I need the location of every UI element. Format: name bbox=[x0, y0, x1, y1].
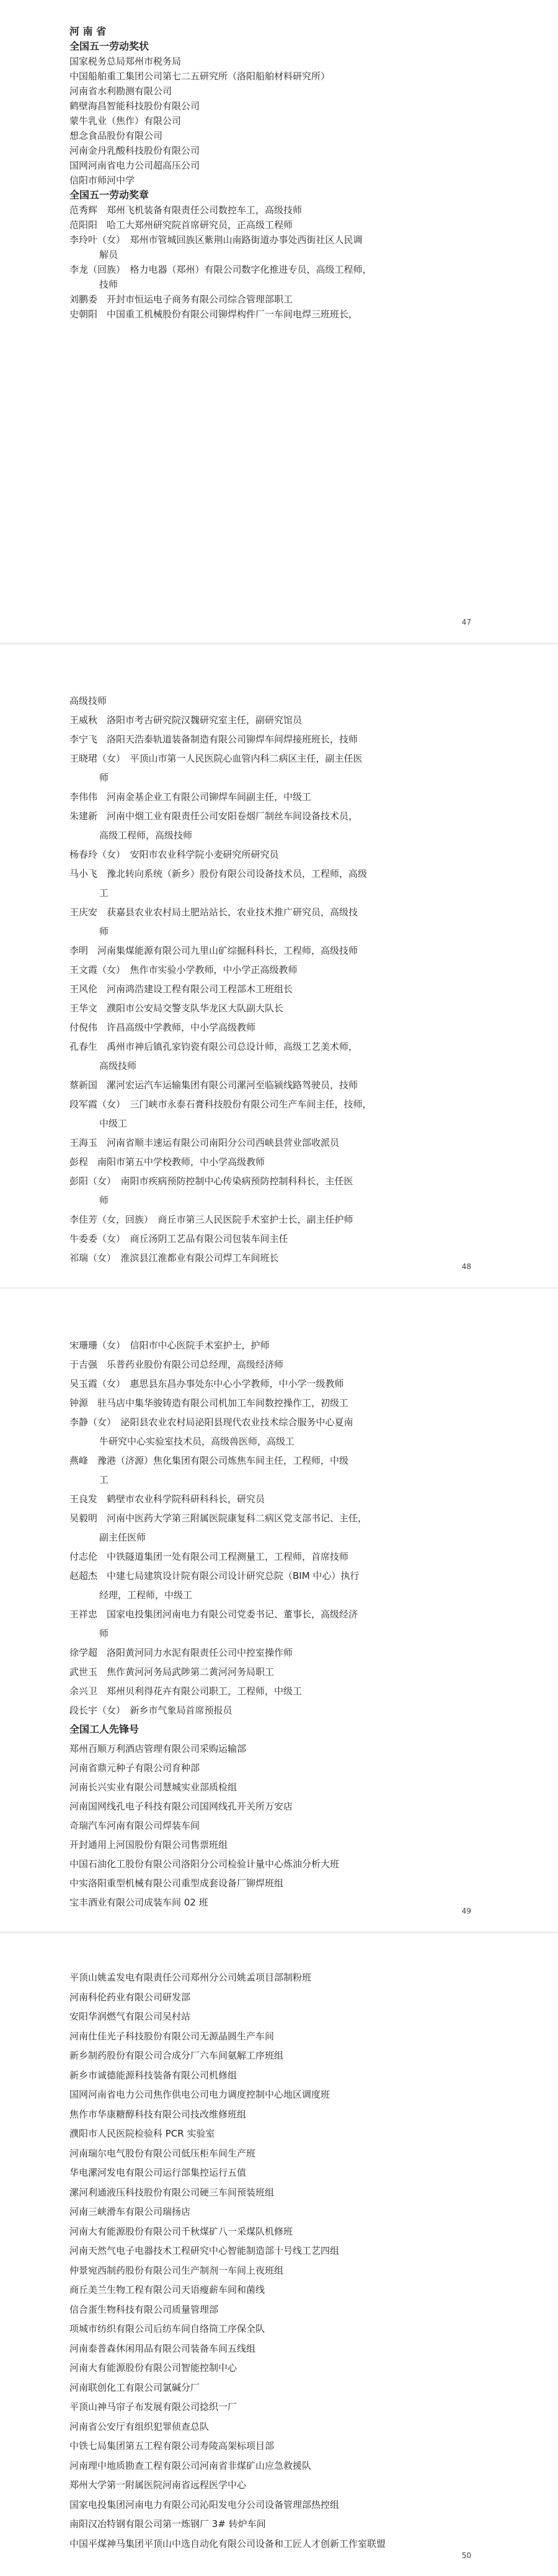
text-line: 段军霞（女） 三门峡市永泰石膏科技股份有限公司生产车间主任，技师， bbox=[69, 1099, 372, 1110]
text-line: 王海玉 河南省顺丰速运有限公司南阳分公司西峡县营业部收派员 bbox=[69, 1137, 340, 1148]
text-line: 孔春生 禹州市神后镇孔家钧瓷有限公司总设计师，高级工艺美术师， bbox=[69, 1041, 358, 1052]
text-line: 河南省鼎元种子有限公司育种部 bbox=[69, 1762, 200, 1774]
text-line: 经理，工程师，中级工 bbox=[99, 1589, 193, 1601]
text-line: 王良发 鹤壁市农业科学院科研科科长，研究员 bbox=[69, 1493, 265, 1505]
document-page bbox=[0, 0, 558, 643]
text-line: 河南大有能源股份有限公司智能控制中心 bbox=[69, 2362, 237, 2373]
text-line: 漯河利通液压科技股份有限公司硬三车间预装班组 bbox=[69, 2186, 275, 2198]
text-line: 王风伦 河南鸿浩建设工程有限公司工程部木工班组长 bbox=[69, 983, 293, 995]
text-line: 王文霞（女） 焦作市实验小学教师，中小学正高级教师 bbox=[69, 964, 298, 975]
text-line: 祁瑞（女） 淮滨县江淮都业有限公司焊工车间班长 bbox=[69, 1252, 279, 1264]
text-line: 河南金丹乳酸科技股份有限公司 bbox=[69, 145, 200, 156]
text-line: 于吉强 乐普药业股份有限公司总经理，高级经济师 bbox=[69, 1359, 284, 1370]
text-line: 范阳阳 哈工大郑州研究院首席研究员，正高级工程师 bbox=[69, 219, 293, 231]
section-heading: 全国工人先锋号 bbox=[69, 1723, 140, 1735]
text-line: 郑州百顺万利酒店管理有限公司采购运输部 bbox=[69, 1743, 247, 1754]
text-line: 信阳市师河中学 bbox=[69, 175, 135, 186]
text-line: 王威秋 洛阳市考古研究院汉魏研究室主任，副研究馆员 bbox=[69, 714, 303, 726]
text-line: 宋珊珊（女） 信阳市中心医院手术室护士，护师 bbox=[69, 1340, 270, 1351]
text-line: 中国船舶重工集团公司第七二五研究所（洛阳船舶材料研究所） bbox=[69, 71, 330, 82]
text-line: 河南联创化工有限公司氯碱分厂 bbox=[69, 2381, 200, 2393]
text-line: 中铁七局集团第五工程有限公司寿陵高架标项目部 bbox=[69, 2440, 275, 2451]
text-line: 牛研究中心实验室技术员，高级兽医师，高级工 bbox=[99, 1436, 295, 1447]
text-line: 赵超杰 中建七局建筑设计院有限公司设计研究总院（BIM 中心）执行 bbox=[69, 1570, 360, 1581]
text-line: 宝丰酒业有限公司成装车间 02 班 bbox=[69, 1897, 208, 1908]
text-line: 高级技师 bbox=[69, 695, 107, 706]
document-page bbox=[0, 1289, 558, 1932]
text-line: 濮阳市人民医院检验科 PCR 实验室 bbox=[69, 2128, 215, 2139]
text-line: 河南省水利勘测有限公司 bbox=[69, 86, 172, 97]
text-line: 吴毅明 河南中医药大学第三附属医院康复科二病区党支部书记、主任， bbox=[69, 1513, 368, 1524]
text-line: 工 bbox=[99, 1474, 109, 1485]
text-line: 华电漯河发电有限公司运行部集控运行五值 bbox=[69, 2167, 247, 2178]
text-line: 安阳华润燃气有限公司吴村站 bbox=[69, 2011, 191, 2022]
text-line: 余兴卫 郑州贝利得花卉有限公司职工，工程师，中级工 bbox=[69, 1686, 303, 1697]
text-line: 国网河南省电力公司焦作供电公司电力调度控制中心地区调度班 bbox=[69, 2089, 330, 2100]
text-line: 王华文 濮阳市公安局交警支队华龙区大队副大队长 bbox=[69, 1003, 284, 1014]
page-number: 50 bbox=[461, 2551, 471, 2560]
text-line: 蒙牛乳业（焦作）有限公司 bbox=[69, 115, 182, 126]
text-line: 河南泰普森休闲用品有限公司装备车间五线组 bbox=[69, 2342, 256, 2354]
text-line: 平顶山神马帘子布发展有限公司捻织一厂 bbox=[69, 2401, 237, 2412]
text-line: 王晓珺（女） 平顶山市第一人民医院心血管内科二病区主任，副主任医 bbox=[69, 753, 363, 764]
text-line: 王祥忠 国家电投集团河南电力有限公司党委书记、董事长，高级经济 bbox=[69, 1609, 358, 1620]
text-line: 副主任医师 bbox=[99, 1532, 146, 1543]
text-line: 钟源 驻马店中集华骏铸造有限公司机加工车间数控操作工，初级工 bbox=[69, 1397, 349, 1409]
text-line: 奇瑞汽车河南有限公司焊装车间 bbox=[69, 1820, 200, 1831]
text-line: 国网河南省电力公司超高压公司 bbox=[69, 160, 200, 171]
document-page bbox=[0, 1933, 558, 2576]
section-heading: 全国五一劳动奖状 bbox=[69, 40, 149, 52]
text-line: 师 bbox=[99, 772, 109, 783]
text-line: 工 bbox=[99, 887, 109, 899]
text-line: 河南省公安厅有组织犯罪侦查总队 bbox=[69, 2420, 210, 2432]
text-line: 开封通用上河国股份有限公司售票班组 bbox=[69, 1839, 228, 1850]
text-line: 鹤壁海昌智能科技股份有限公司 bbox=[69, 100, 200, 112]
text-line: 马小飞 豫北转向系统（新乡）股份有限公司设备技术员，工程师，高级 bbox=[69, 868, 368, 879]
text-line: 付倪伟 许昌高级中学教师，中小学高级教师 bbox=[69, 1022, 256, 1033]
text-line: 河南瑞尔电气股份有限公司低压柜车间生产班 bbox=[69, 2147, 256, 2159]
text-line: 解员 bbox=[99, 249, 118, 260]
text-line: 武世玉 焦作黄河河务局武陟第二黄河河务局职工 bbox=[69, 1666, 275, 1677]
text-line: 李伟伟 河南金基企业工有限公司铆焊车间副主任，中级工 bbox=[69, 791, 312, 802]
text-line: 新乡市诚德能源科技装备有限公司机修组 bbox=[69, 2069, 237, 2081]
text-line: 河南国网线孔电子科技有限公司国网线孔开关所万安店 bbox=[69, 1801, 293, 1812]
text-line: 河南科伦药业有限公司研发部 bbox=[69, 1991, 191, 2003]
text-line: 李宁飞 洛阳天浩泰轨道装备制造有限公司铆焊车间焊接班班长，技师 bbox=[69, 734, 358, 745]
text-line: 蔡新国 漯河宏运汽车运输集团有限公司漯河至临颍线路驾驶员，技师 bbox=[69, 1079, 358, 1091]
text-line: 焦作市华康糖醇科技有限公司技改维修班组 bbox=[69, 2108, 247, 2120]
text-line: 王庆安 获嘉县农业农村局土肥站站长，农业技术推广研究员，高级技 bbox=[69, 907, 358, 918]
text-line: 彭阳（女） 南阳市疾病预防控制中心传染病预防控制科科长，主任医 bbox=[69, 1176, 353, 1187]
text-line: 吴玉霞（女） 惠思县东昌办事处东中心小学教师，中小学一级教师 bbox=[69, 1378, 344, 1389]
text-line: 牛委委（女） 商丘汤阴工艺品有限公司包装车间主任 bbox=[69, 1233, 288, 1244]
page-number: 47 bbox=[461, 618, 471, 626]
text-line: 付志伦 中铁隧道集团一处有限公司工程测量工，工程师，首席技师 bbox=[69, 1551, 349, 1562]
text-line: 高级工程师，高级技师 bbox=[99, 830, 193, 841]
text-line: 仲景宛西制药股份有限公司生产制剂一车间上夜班组 bbox=[69, 2264, 284, 2276]
text-line: 中国石油化工股份有限公司洛阳分公司检验计量中心炼油分析大班 bbox=[69, 1858, 340, 1870]
text-line: 师 bbox=[99, 1628, 109, 1639]
text-line: 高级技师 bbox=[99, 1060, 137, 1071]
text-line: 李龙（回族） 格力电器（郑州）有限公司数字化推进专员，高级工程师， bbox=[69, 264, 372, 275]
section-heading: 河 南 省 bbox=[69, 25, 107, 37]
text-line: 中级工 bbox=[99, 1118, 128, 1129]
text-line: 南阳汉冶特钢有限公司第一炼钢厂 3# 转炉车间 bbox=[69, 2518, 266, 2530]
text-line: 李佳芳（女，回族） 商丘市第三人民医院手术室护士长，副主任护师 bbox=[69, 1214, 353, 1225]
text-line: 平顶山姚孟发电有限责任公司郑州分公司姚孟项目部制粉班 bbox=[69, 1972, 312, 1983]
section-heading: 全国五一劳动奖章 bbox=[69, 189, 149, 201]
text-line: 徐学超 洛阳黄河同力水泥有限责任公司中控室操作师 bbox=[69, 1647, 293, 1658]
text-line: 河南大有能源股份有限公司千秋煤矿八一采煤队机修班 bbox=[69, 2225, 293, 2237]
text-line: 师 bbox=[99, 1195, 109, 1206]
text-line: 燕峰 豫港（济源）焦化集团有限公司炼焦车间主任，工程师，中级 bbox=[69, 1455, 349, 1466]
text-line: 新乡制药股份有限公司合成分厂六车间氨解工序班组 bbox=[69, 2050, 284, 2061]
text-line: 想念食品股份有限公司 bbox=[69, 130, 163, 141]
text-line: 河南天然气电子电器技术工程研究中心智能制造部十号线工艺四组 bbox=[69, 2245, 340, 2256]
text-line: 河南三峡滑车有限公司瑞扬店 bbox=[69, 2206, 191, 2217]
text-line: 国家电投集团河南电力有限公司沁阳发电分公司设备管理部热控组 bbox=[69, 2499, 340, 2510]
text-line: 商丘美兰生物工程有限公司天语瘦薪车间和菌线 bbox=[69, 2284, 265, 2295]
text-line: 中实洛阳重型机械有限公司重型成套设备厂铆焊班组 bbox=[69, 1878, 284, 1889]
text-line: 彭程 南阳市第五中学校教师，中小学高级教师 bbox=[69, 1156, 265, 1167]
text-line: 郑州大学第一附属医院河南省远程医学中心 bbox=[69, 2479, 247, 2490]
text-line: 技师 bbox=[99, 279, 118, 290]
text-line: 段长宇（女） 新乡市气象局首席预报员 bbox=[69, 1705, 232, 1716]
text-line: 刘鹏委 开封市恒运电子商务有限公司综合管理部职工 bbox=[69, 294, 293, 305]
text-line: 中国平煤神马集团平顶山中选自动化有限公司设备和工匠人才创新工作室联盟 bbox=[69, 2538, 386, 2549]
text-line: 师 bbox=[99, 926, 109, 937]
text-line: 史朝阳 中国重工机械股份有限公司铆焊构件厂一车间电焊三班班长， bbox=[69, 309, 358, 320]
text-line: 朱建新 河南中烟工业有限责任公司安阳卷烟厂制丝车间设备技术员， bbox=[69, 811, 358, 822]
page-number: 48 bbox=[461, 1262, 471, 1271]
document-page bbox=[0, 644, 558, 1287]
text-line: 李玲叶（女） 郑州市管城回族区紫荆山南路街道办事处西街社区人民调 bbox=[69, 234, 363, 245]
text-line: 国家税务总局郑州市税务局 bbox=[69, 56, 182, 67]
text-line: 河南长兴实业有限公司慧城实业部质检组 bbox=[69, 1782, 237, 1793]
text-line: 杨春玲（女） 安阳市农业科学院小麦研究所研究员 bbox=[69, 849, 279, 860]
text-line: 李明 河南集煤能源有限公司九里山矿综掘科科长，工程师，高级技师 bbox=[69, 945, 358, 956]
text-line: 河南理中地质勘查工程有限公司河南省非煤矿山应急救援队 bbox=[69, 2460, 312, 2471]
text-line: 河南仕佳光子科技股份有限公司无源晶圆生产车间 bbox=[69, 2030, 275, 2042]
text-line: 范秀辉 郑州飞机装备有限责任公司数控车工，高级技师 bbox=[69, 204, 303, 216]
text-line: 项城市纺织有限公司后纺车间自络筒工序保全队 bbox=[69, 2323, 265, 2334]
text-line: 李静（女） 泌阳县农业农村局泌阳县现代农业技术综合服务中心夏南 bbox=[69, 1417, 353, 1428]
page-number: 49 bbox=[461, 1907, 471, 1915]
text-line: 信合蛋生物科技有限公司质量管理部 bbox=[69, 2303, 219, 2315]
